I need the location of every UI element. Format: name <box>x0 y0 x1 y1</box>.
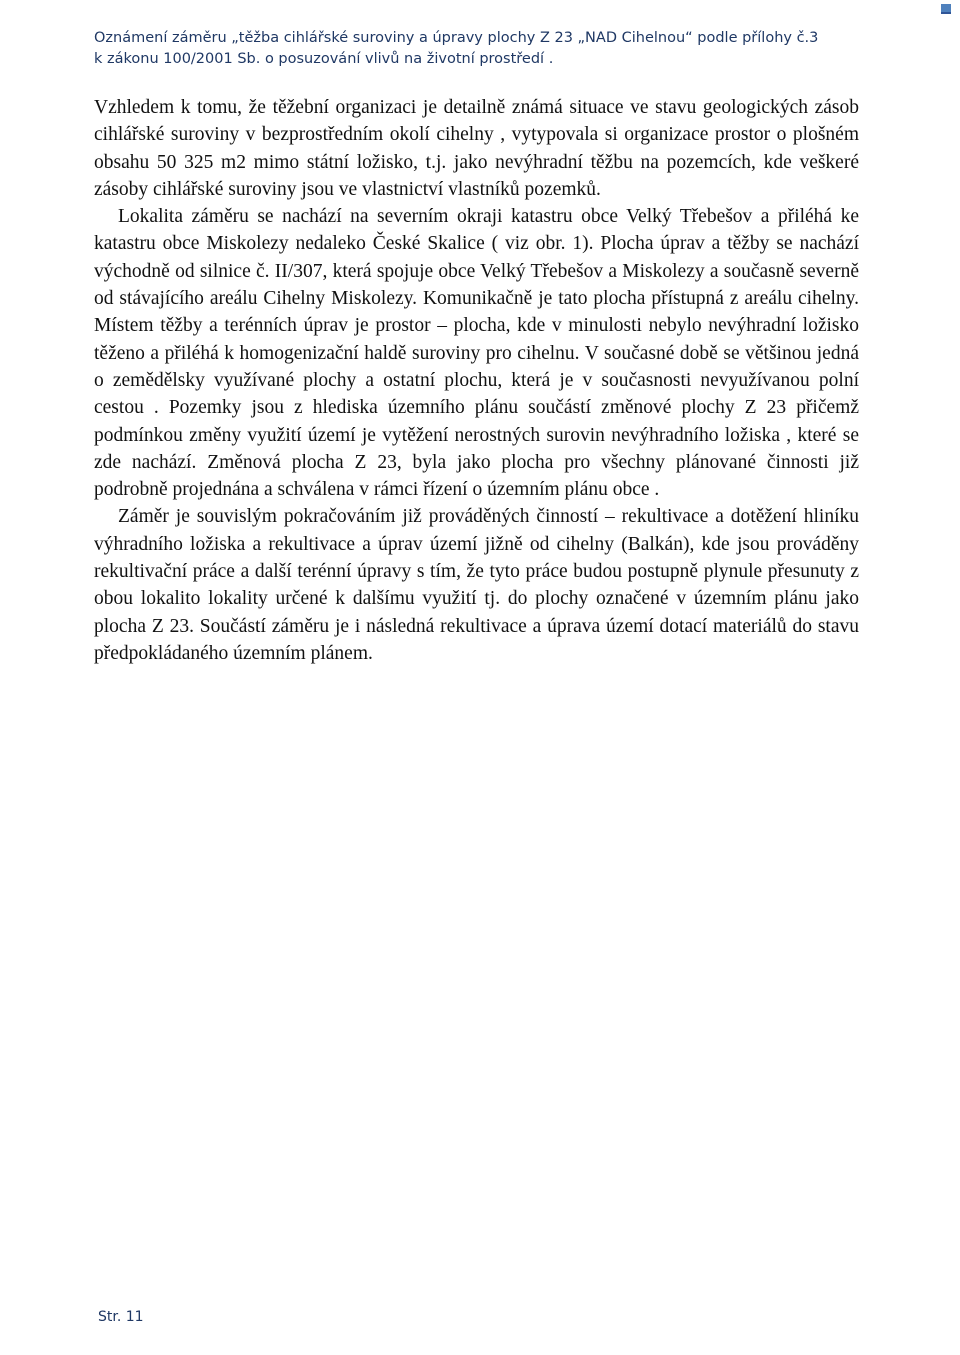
corner-marker <box>941 4 951 14</box>
document-body <box>94 94 859 667</box>
paragraph-3: Záměr je souvislým pokračováním již prováděných činností – rekultivace a dotěžení hliníku výhradního ložiska a rekultivace a úprav území jižně od cihelny (Balkán), kde jsou prováděny rekultivační práce a další terénní úpravy s tím, že tyto práce budou postupně plynule přesunuty z obou lokalito lokality určené k dalšímu využití tj. do plochy označené v územním plánu jako plocha Z 23. Součástí záměru je i následná rekultivace a úprava území dotací materiálů do stavu předpokládaného územním plánem. <box>94 506 859 664</box>
paragraph-1: Vzhledem k tomu, že těžební organizaci je detailně známá situace ve stavu geologických zásob cihlářské suroviny v bezprostředním okolí cihelny , vytypovala si organizace prostor o plošném obsahu 50 325 m2 mimo státní ložisko, t.j. jako nevýhradní těžbu na pozemcích, kde veškeré zásoby cihlářské suroviny jsou ve vlastnictví vlastníků pozemků. <box>94 97 859 200</box>
paragraph-2: Lokalita záměru se nachází na severním okraji katastru obce Velký Třebešov a přiléhá ke katastru obce Miskolezy nedaleko České Skalice ( viz obr. 1). Plocha úprav a těžby se nachází východně od silnice č. II/307, která spojuje obce Velký Třebešov a Miskolezy a současně severně od stávajícího areálu Cihelny Miskolezy. Komunikačně je tato plocha přístupná z areálu cihelny. Místem těžby a terénních úprav je prostor – plocha, kde v minulosti nebylo nevýhradní ložisko těženo a přiléhá k homogenizační haldě suroviny pro cihelnu. V současné době se většinou jedná o zemědělsky využívané plochy a ostatní plochu, která je v současnosti nevyužívanou polní cestou . Pozemky jsou z hlediska územního plánu součástí změnové plochy Z 23 přičemž podmínkou změny využití území je vytěžení nerostných surovin nevýhradního ložiska , které se zde nachází. Změnová plocha Z 23, byla jako plocha pro všechny plánované činnosti již podrobně projednána a schválena v rámci řízení o územním plánu obce . <box>94 206 859 501</box>
header-line-2: k zákonu 100/2001 Sb. o posuzování vlivů na životní prostředí . <box>94 51 554 67</box>
page-number: Str. 11 <box>98 1309 144 1325</box>
page-header <box>94 28 874 70</box>
header-line-1: Oznámení záměru „těžba cihlářské suroviny a úpravy plochy Z 23 „NAD Cihelnou“ podle přílohy č.3 <box>94 30 819 46</box>
